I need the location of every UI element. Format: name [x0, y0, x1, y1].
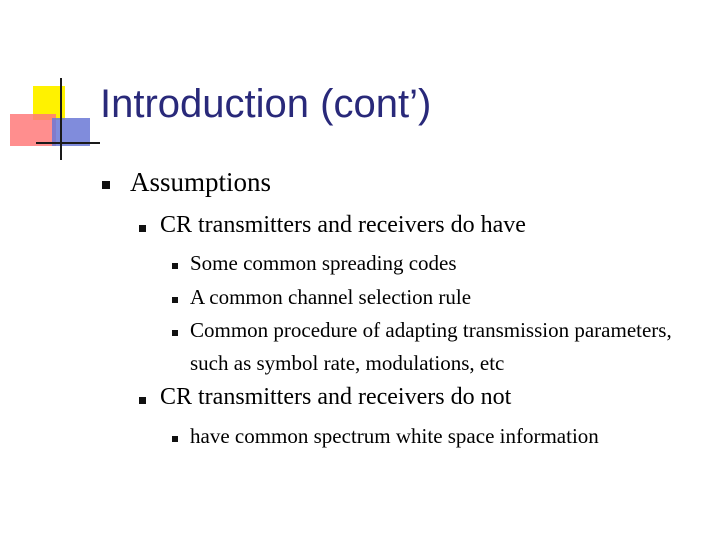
logo-horizontal-line	[36, 142, 100, 144]
bullet-square-icon	[172, 436, 178, 442]
sub-bullet-white-space: have common spectrum white space information	[190, 424, 599, 448]
slide-title: Introduction (cont’)	[100, 82, 432, 126]
bullet-square-icon	[139, 225, 146, 232]
slide-logo-decoration	[0, 0, 100, 170]
sub-bullet-spreading-codes: Some common spreading codes	[190, 251, 457, 275]
bullet-square-icon	[139, 397, 146, 404]
sub-bullet-channel-rule: A common channel selection rule	[190, 285, 472, 309]
bullet-square-icon	[102, 181, 110, 189]
bullet-square-icon	[172, 330, 178, 336]
bullet-square-icon	[172, 297, 178, 303]
bullet-do-have: CR transmitters and receivers do have	[160, 212, 526, 238]
bullet-square-icon	[172, 263, 178, 269]
bullet-assumptions: Assumptions	[130, 167, 272, 197]
sub-bullet-adapting-procedure: Common procedure of adapting transmission parameters, such as symbol rate, modulations, etc	[190, 318, 672, 375]
logo-vertical-line	[60, 78, 62, 160]
bullet-do-not: CR transmitters and receivers do not	[160, 384, 512, 410]
